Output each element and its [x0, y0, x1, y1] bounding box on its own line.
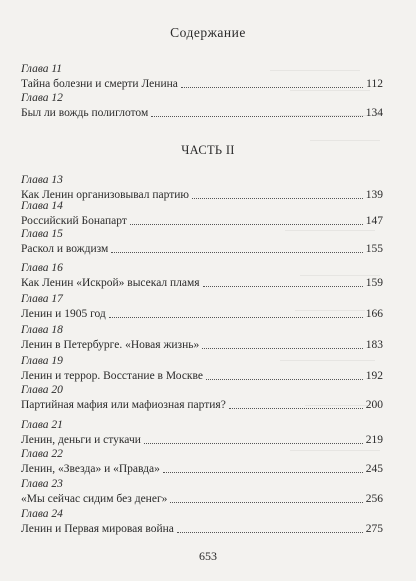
chapter-label: Глава 23 — [21, 478, 63, 490]
dot-leader — [130, 223, 363, 225]
chapter-label: Глава 21 — [21, 419, 63, 431]
chapter-label: Глава 13 — [21, 174, 63, 186]
page-ref: 134 — [365, 107, 383, 119]
contents-title: Содержание — [170, 25, 246, 40]
toc-entry[interactable] — [21, 355, 383, 385]
chapter-title: Ленин в Петербурге. «Новая жизнь» — [21, 339, 200, 351]
chapter-label: Глава 24 — [21, 508, 63, 520]
chapter-label: Глава 14 — [21, 200, 63, 212]
page-ref: 166 — [365, 308, 383, 320]
dot-leader — [181, 86, 363, 88]
chapter-title: Ленин и террор. Восстание в Москве — [21, 370, 203, 382]
dot-leader — [144, 442, 363, 444]
page-ref: 192 — [365, 370, 383, 382]
toc-entry[interactable] — [21, 200, 383, 230]
page-ref: 256 — [365, 493, 383, 505]
dot-leader — [177, 531, 363, 533]
toc-entry[interactable] — [21, 419, 383, 449]
toc-entry[interactable] — [21, 478, 383, 508]
chapter-title: Российский Бонапарт — [21, 215, 127, 227]
chapter-title: Как Ленин «Искрой» высекал пламя — [21, 277, 200, 289]
page-ref: 183 — [365, 339, 383, 351]
part-title: ЧАСТЬ II — [181, 143, 235, 157]
chapter-title: Тайна болезни и смерти Ленина — [21, 78, 178, 90]
chapter-label: Глава 19 — [21, 355, 63, 367]
page-ref: 155 — [365, 243, 383, 255]
chapter-title: Как Ленин организовывал партию — [21, 189, 189, 201]
chapter-title: Ленин, деньги и стукачи — [21, 434, 141, 446]
toc-entry[interactable] — [21, 92, 383, 122]
page-ref: 275 — [365, 523, 383, 535]
chapter-label: Глава 12 — [21, 92, 63, 104]
chapter-label: Глава 11 — [21, 63, 63, 75]
dot-leader — [151, 115, 363, 117]
toc-entry[interactable] — [21, 293, 383, 323]
dot-leader — [192, 197, 363, 199]
dot-leader — [206, 378, 363, 380]
chapter-label: Глава 15 — [21, 228, 63, 240]
chapter-label: Глава 17 — [21, 293, 63, 305]
dot-leader — [111, 251, 362, 253]
dot-leader — [203, 285, 363, 287]
chapter-label: Глава 18 — [21, 324, 63, 336]
page-ref: 219 — [365, 434, 383, 446]
chapter-label: Глава 16 — [21, 262, 63, 274]
page-number: 653 — [199, 549, 217, 563]
chapter-title: Партийная мафия или мафиозная партия? — [21, 399, 226, 411]
chapter-label: Глава 22 — [21, 448, 63, 460]
chapter-title: Был ли вождь полиглотом — [21, 107, 149, 119]
page-ref: 200 — [365, 399, 383, 411]
page-ref: 245 — [365, 463, 383, 475]
dot-leader — [109, 316, 363, 318]
page-ref: 139 — [365, 189, 383, 201]
toc-entry[interactable] — [21, 324, 383, 354]
page-ref: 159 — [365, 277, 383, 289]
toc-entry[interactable] — [21, 228, 383, 258]
dot-leader — [170, 501, 362, 503]
toc-entry[interactable] — [21, 384, 383, 414]
dot-leader — [229, 407, 363, 409]
chapter-title: Ленин, «Звезда» и «Правда» — [21, 463, 160, 475]
dot-leader — [163, 471, 363, 473]
dot-leader — [202, 347, 363, 349]
page-ref: 112 — [366, 78, 383, 90]
toc-entry[interactable] — [21, 63, 383, 93]
toc-entry[interactable] — [21, 508, 383, 538]
toc-entry[interactable] — [21, 448, 383, 478]
chapter-title: Раскол и вождизм — [21, 243, 109, 255]
chapter-title: Ленин и 1905 год — [21, 308, 106, 320]
chapter-label: Глава 20 — [21, 384, 63, 396]
toc-entry[interactable] — [21, 262, 383, 292]
chapter-title: Ленин и Первая мировая война — [21, 523, 174, 535]
chapter-title: «Мы сейчас сидим без денег» — [21, 493, 168, 505]
page-ref: 147 — [365, 215, 383, 227]
